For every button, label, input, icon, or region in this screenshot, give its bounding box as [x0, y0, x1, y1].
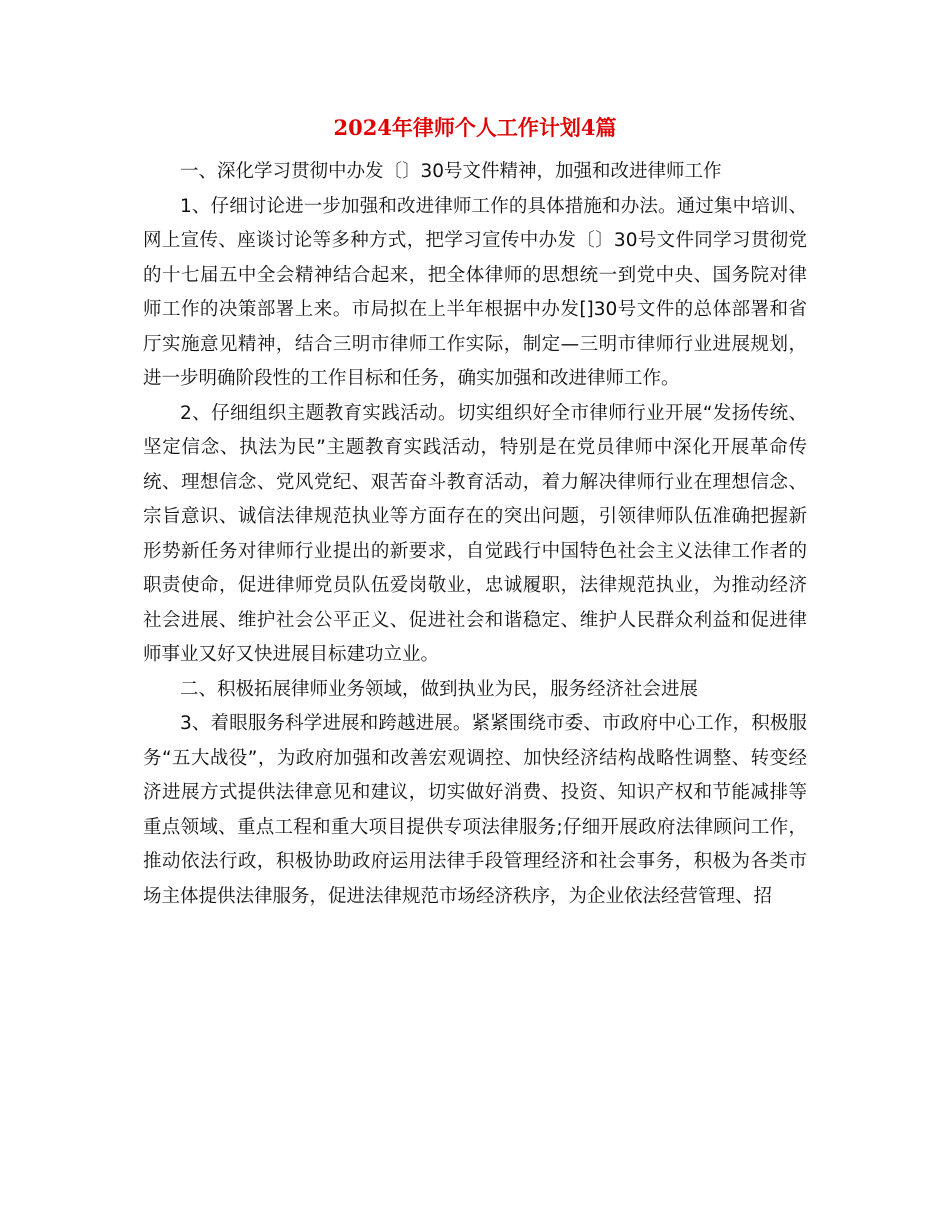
paragraph-item-3: 3、着眼服务科学进展和跨越进展。紧紧围绕市委、市政府中心工作，积极服务“五大战役”，为政府加强和改善宏观调控、加快经济结构战略性调整、转变经济进展方式提供法律意见和建议，切实做好消费、投资、知识产权和节能减排等重点领域、重点工程和重大项目提供专项法律服务;仔细开展政府法律顾问工作，推动依法行政，积极协助政府运用法律手段管理经济和社会事务，积极为各类市场主体提供法律服务，促进法律规范市场经济秩序，为企业依法经营管理、招: [143, 713, 807, 907]
document-body: [143, 155, 807, 914]
paragraph-item-2: 2、仔细组织主题教育实践活动。切实组织好全市律师行业开展“发扬传统、坚定信念、执法为民”主题教育实践活动，特别是在党员律师中深化开展革命传统、理想信念、党风党纪、艰苦奋斗教育活动，着力解决律师行业在理想信念、宗旨意识、诚信法律规范执业等方面存在的突出问题，引领律师队伍准确把握新形势新任务对律师行业提出的新要求，自觉践行中国特色社会主义法律工作者的职责使命，促进律师党员队伍爱岗敬业，忠诚履职，法律规范执业，为推动经济社会进展、维护社会公平正义、促进社会和谐稳定、维护人民群众利益和促进律师事业又好又快进展目标建功立业。: [143, 402, 807, 665]
document-title: 2024年律师个人工作计划4篇: [333, 115, 617, 140]
paragraph-section-2-heading: 二、积极拓展律师业务领域，做到执业为民，服务经济社会进展: [180, 678, 699, 700]
paragraph-section-1-heading: 一、深化学习贯彻中办发〔〕30号文件精神，加强和改进律师工作: [180, 161, 722, 182]
paragraph-item-1: 1、仔细讨论进一步加强和改进律师工作的具体措施和办法。通过集中培训、网上宣传、座谈讨论等多种方式，把学习宣传中办发〔〕30号文件同学习贯彻党的十七届五中全会精神结合起来，把全体律师的思想统一到党中央、国务院对律师工作的决策部署上来。市局拟在上半年根据中办发[]30号文件的总体部署和省厅实施意见精神，结合三明市律师工作实际，制定—三明市律师行业进展规划，进一步明确阶段性的工作目标和任务，确实加强和改进律师工作。: [143, 195, 807, 389]
